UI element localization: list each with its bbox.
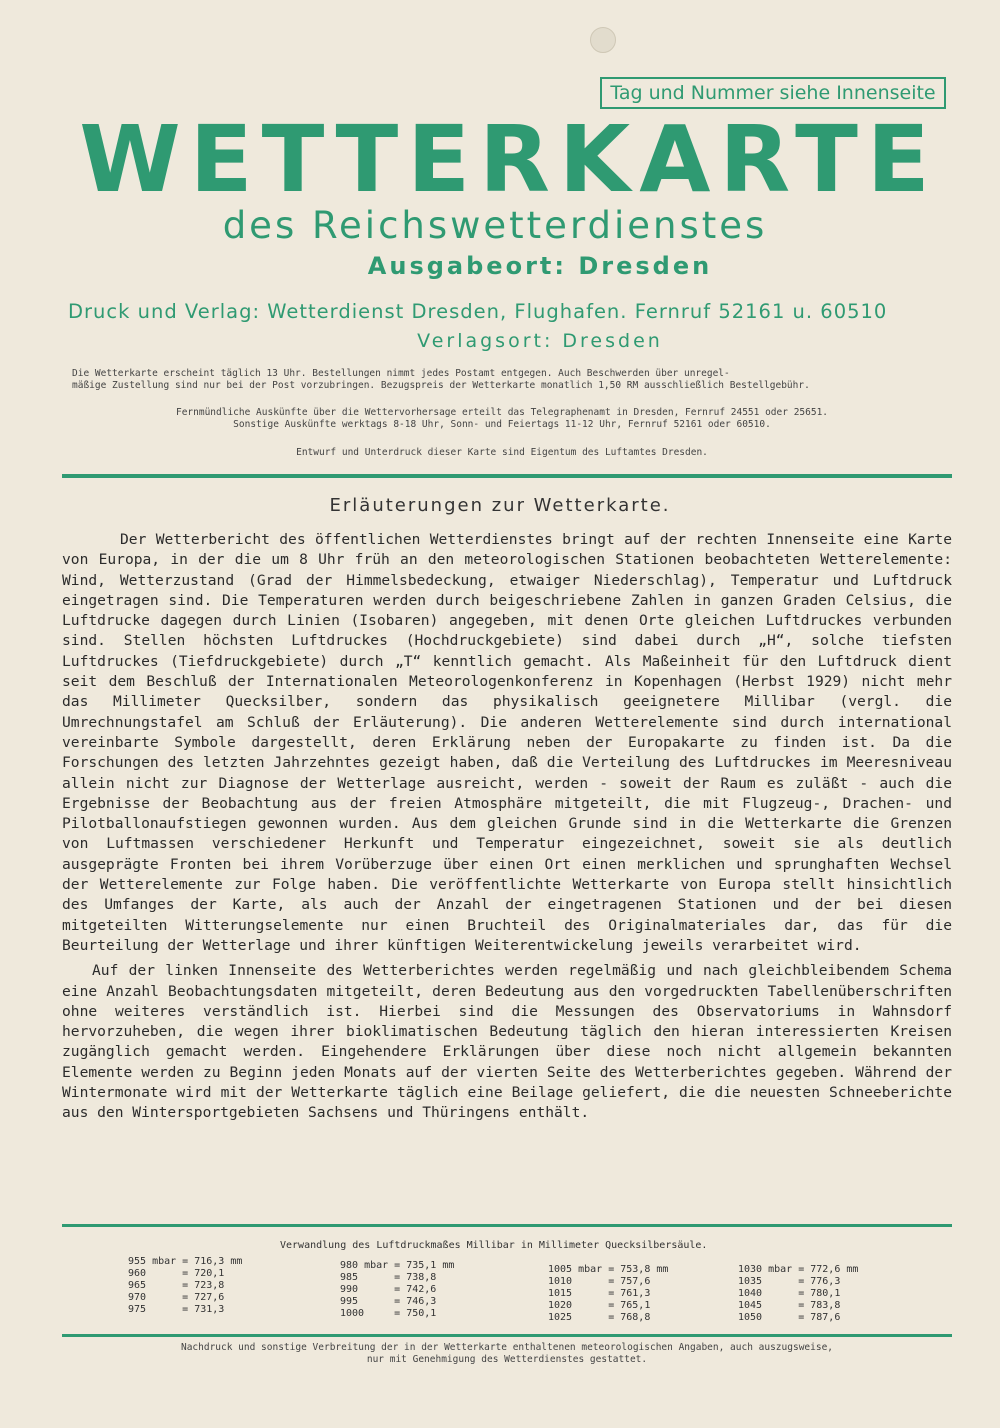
divider-top [62, 474, 952, 478]
footer-line: nur mit Genehmigung des Wetterdienstes gestattet. [366, 1354, 648, 1365]
reprint-notice [62, 1342, 952, 1366]
conversion-row: 1040 = 780,1 [738, 1288, 841, 1299]
conversion-column-1 [128, 1256, 242, 1316]
divider-middle [62, 1224, 952, 1227]
page-subtitle: des Reichswetterdienstes [222, 204, 768, 247]
footer-line: Nachdruck und sonstige Verbreitung der in der Wetterkarte enthaltenen meteorologischen Angaben, auch auszugsweise, [180, 1342, 834, 1353]
conversion-row: 990 = 742,6 [340, 1284, 437, 1295]
note-line: Entwurf und Unterdruck dieser Karte sind Eigentum des Luftamtes Dresden. [296, 447, 708, 458]
notes-block-3 [62, 447, 942, 459]
note-line: Fernmündliche Auskünfte über die Wettervorhersage erteilt das Telegraphenamt in Dresden, Fernruf 24551 oder 25651. [175, 407, 829, 418]
conversion-row: 960 = 720,1 [128, 1268, 225, 1279]
publisher-line: Druck und Verlag: Wetterdienst Dresden, Flughafen. Fernruf 52161 u. 60510 [68, 300, 888, 323]
paragraph: Auf der linken Innenseite des Wetterberichtes werden regelmäßig und nach gleichbleibendem Schema eine Anzahl Beobachtungsdaten mitgeteilt, deren Bedeutung aus den vorgedruckten Tabellenüberschriften ohne weiteres verständlich ist. Hierbei sind die Messungen des Observatoriums in Wahnsdorf hervorzuheben, die wegen ihrer bioklimatischen Bedeutung täglich den hieran interessierten Kreisen zugänglich gemacht werden. Eingehendere Erklärungen über diese noch nicht allgemein bekannten Elemente werden zu Beginn jeden Monats auf der vierten Seite des Wetterberichtes gegeben. Während der Wintermonate wird mit der Wetterkarte täglich eine Beilage geliefert, die die neuesten Schneeberichte aus den Wintersportgebieten Sachsens und Thüringens enthält. [62, 962, 952, 1122]
conversion-row: 1025 = 768,8 [548, 1312, 651, 1323]
conversion-row: 1005 mbar = 753,8 mm [548, 1264, 669, 1275]
notes-block-2 [62, 407, 942, 431]
conversion-row: 975 = 731,3 [128, 1304, 225, 1315]
conversion-row: 1000 = 750,1 [340, 1308, 437, 1319]
section-heading: Erläuterungen zur Wetterkarte. [329, 495, 671, 516]
conversion-row: 965 = 723,8 [128, 1280, 225, 1291]
issue-notice-box: Tag und Nummer siehe Innenseite [600, 77, 946, 109]
conversion-column-4 [738, 1264, 858, 1324]
conversion-column-2 [340, 1260, 454, 1320]
punch-hole [590, 27, 616, 53]
notes-block [72, 368, 952, 392]
conversion-row: 1045 = 783,8 [738, 1300, 841, 1311]
conversion-row: 955 mbar = 716,3 mm [128, 1256, 243, 1267]
conversion-row: 985 = 738,8 [340, 1272, 437, 1283]
paragraph: Der Wetterbericht des öffentlichen Wetterdienstes bringt auf der rechten Innenseite eine Karte von Europa, in der die um 8 Uhr früh an den meteorologischen Stationen beobachteten Wetterelemente: Wind, Wetterzustand (Grad der Himmelsbedeckung, etwaiger Niederschlag), Temperatur und Luftdruck eingetragen sind. Die Temperaturen werden durch beigeschriebene Zahlen in ganzen Graden Celsius, die Luftdrucke dagegen durch Linien (Isobaren) angegeben, mit denen Orte gleichen Luftdruckes verbunden sind. Stellen höchsten Luftdruckes (Hochdruckgebiete) sind dabei durch „H“, solche tiefsten Luftdruckes (Tiefdruckgebiete) durch „T“ kenntlich gemacht. Als Maßeinheit für den Luftdruck dient seit dem Beschluß der Internationalen Meteorologenkonferenz in Kopenhagen (Herbst 1929) nicht mehr das Millimeter Quecksilber, sondern das physikalisch geeignetere Millibar (vergl. die Umrechnungstafel am Schluß der Erläuterung). Die anderen Wetterelemente sind durch international vereinbarte Symbole dargestellt, deren Erklärung neben der Europakarte zu finden ist. Da die Forschungen des letzten Jahrzehntes gezeigt haben, daß die Verteilung des Luftdruckes im Meeresniveau allein nicht zur Diagnose der Wetterlage ausreicht, werden - soweit der Raum es zuläßt - auch die Ergebnisse der Beobachtung aus der freien Atmosphäre mitgeteilt, die mit Flugzeug-, Drachen- und Pilotballonaufstiegen gewonnen wurden. Aus dem gleichen Grunde sind in die Wetterkarte die Grenzen von Luftmassen verschiedener Herkunft und Temperatur eingezeichnet, soweit sie als deutlich ausgeprägte Fronten bei ihrem Vorüberzuge über einen Ort einen merklichen und sprunghaften Wechsel der Wetterelemente zur Folge haben. Die veröffentlichte Wetterkarte von Europa stellt hinsichtlich des Umfanges der Karte, als auch der Anzahl der eingetragenen Stationen und der bei diesen mitgeteilten Witterungselemente nur einen Bruchteil des Originalmateriales dar, das für die Beurteilung der Wetterlage und ihrer künftigen Weiterentwickelung jeweils verarbeitet wird. [62, 531, 952, 954]
publication-place: Ausgabeort: Dresden [367, 252, 713, 280]
conversion-row: 1030 mbar = 772,6 mm [738, 1264, 859, 1275]
page-title: WETTERKARTE [79, 106, 939, 213]
note-line: mäßige Zustellung sind nur bei der Post vorzubringen. Bezugspreis der Wetterkarte monatlich 1,50 RM ausschließlich Bestellgebühr. [72, 380, 810, 391]
publisher-place: Verlagsort: Dresden [417, 330, 663, 352]
conversion-row: 970 = 727,6 [128, 1292, 225, 1303]
conversion-row: 1015 = 761,3 [548, 1288, 651, 1299]
note-line: Sonstige Auskünfte werktags 8-18 Uhr, Sonn- und Feiertags 11-12 Uhr, Fernruf 52161 oder 60510. [233, 419, 771, 430]
conversion-row: 980 mbar = 735,1 mm [340, 1260, 455, 1271]
conversion-row: 1050 = 787,6 [738, 1312, 841, 1323]
conversion-column-3 [548, 1264, 668, 1324]
explanation-text [62, 530, 952, 1124]
note-line: Die Wetterkarte erscheint täglich 13 Uhr. Bestellungen nimmt jedes Postamt entgegen. Auch Beschwerden über unregel- [72, 368, 730, 379]
divider-bottom [62, 1334, 952, 1337]
conversion-table-title: Verwandlung des Luftdruckmaßes Millibar in Millimeter Quecksilbersäule. [280, 1240, 708, 1251]
conversion-row: 1035 = 776,3 [738, 1276, 841, 1287]
conversion-row: 995 = 746,3 [340, 1296, 437, 1307]
conversion-row: 1010 = 757,6 [548, 1276, 651, 1287]
conversion-row: 1020 = 765,1 [548, 1300, 651, 1311]
